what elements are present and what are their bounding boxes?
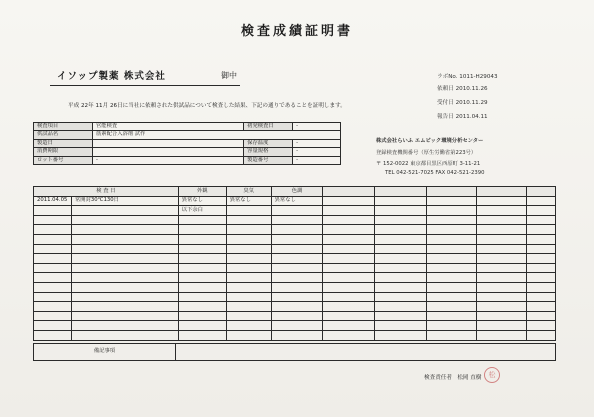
table-row [34,292,556,302]
date-cell: 2011.04.05 [34,196,72,206]
table-row [34,215,556,225]
table-row [34,244,556,254]
meta-label: 報告日 [437,114,454,120]
seal-stamp: 松 [484,367,500,383]
meta-lab-no [437,72,498,80]
intro-statement: 平成 22年 11月 26日に当社に依頼された供試品について検査した結果、下記の通りであることを証明します。 [68,103,346,109]
meta-receipt-date [437,98,488,106]
client-name: イソップ製薬 株式会社 [57,71,166,82]
table-row [34,139,341,147]
meta-value: 1011-H29043 [459,74,498,80]
info-value [93,148,244,156]
meta-label: ラボNo. [437,74,458,80]
info-label: 供試品名 [34,131,93,139]
info-label: 製造番号 [244,156,293,164]
info-value: 官能検査 [93,123,244,131]
table-header-row [34,187,556,197]
info-label: 初発検査日 [244,123,293,131]
column-header [477,187,527,197]
inspector-name: 松岡 直樹 [457,375,482,381]
meta-report-date [437,112,488,120]
lab-phone: TEL 042-521-7025 FAX 042-521-2390 [385,170,485,176]
table-row [34,344,556,361]
column-header [427,187,477,197]
color-cell: 異常なし [271,196,323,206]
appearance-cell: 以下余白 [178,206,226,216]
table-row [34,321,556,331]
remarks-label: 備記事項 [34,344,176,361]
appearance-cell: 異常なし [178,196,226,206]
info-label: ロット番号 [34,156,93,164]
odor-cell [226,206,271,216]
lab-registration: 登録検査機関番号（厚生労働省第223号） [376,150,477,156]
table-row [34,302,556,312]
client-underline [50,85,240,86]
inspector-label: 検査責任者 [424,375,452,381]
column-header: 外観 [178,187,226,197]
column-header: 臭気 [226,187,271,197]
table-row [34,273,556,283]
results-table [33,186,556,341]
column-header [375,187,427,197]
info-value: - [93,156,244,164]
table-row [34,196,556,206]
table-row [34,254,556,264]
column-header: 色調 [271,187,323,197]
remarks-value [176,344,556,361]
info-label: 容量規格 [244,148,293,156]
color-cell [271,206,323,216]
sample-info-table [33,122,341,165]
table-row [34,263,556,273]
page-title: 検査成績証明書 [240,24,353,39]
table-row [34,234,556,244]
date-cell [34,206,72,216]
meta-label: 受付日 [437,100,454,106]
table-row [34,225,556,235]
table-row [34,156,341,164]
condition-cell: 常開封30℃130日 [71,196,178,206]
condition-cell [71,206,178,216]
remarks-table [33,343,556,361]
info-label: 検査項目 [34,123,93,131]
table-row [34,282,556,292]
lab-name: 株式会社らいふ エムビック環境分析センター [376,138,484,144]
meta-value: 2011.04.11 [455,114,488,120]
table-row [34,131,341,139]
info-label: 製造日 [34,139,93,147]
column-header [526,187,555,197]
lab-address: 〒 152-0022 東京都目黒区西原町 3-11-21 [376,161,481,167]
client-honorific: 御中 [221,71,237,80]
info-label: 保存温度 [244,139,293,147]
table-row [34,206,556,216]
table-row [34,148,341,156]
column-header [323,187,375,197]
info-label: 消費期限 [34,148,93,156]
table-row [34,330,556,340]
inspector-signature [424,373,481,381]
meta-value: 2010.11.26 [455,86,488,92]
info-value: - [293,148,341,156]
info-value: - [293,123,341,131]
odor-cell: 異常なし [226,196,271,206]
meta-value: 2010.11.29 [455,100,488,106]
table-row [34,123,341,131]
info-value [93,139,244,147]
meta-request-date [437,84,488,92]
info-value: - [293,139,341,147]
info-value: - [293,156,341,164]
info-value: 筋素配合入浴剤 試作 [93,131,341,139]
column-header: 検 査 日 [34,187,179,197]
table-row [34,311,556,321]
meta-label: 依頼日 [437,86,454,92]
